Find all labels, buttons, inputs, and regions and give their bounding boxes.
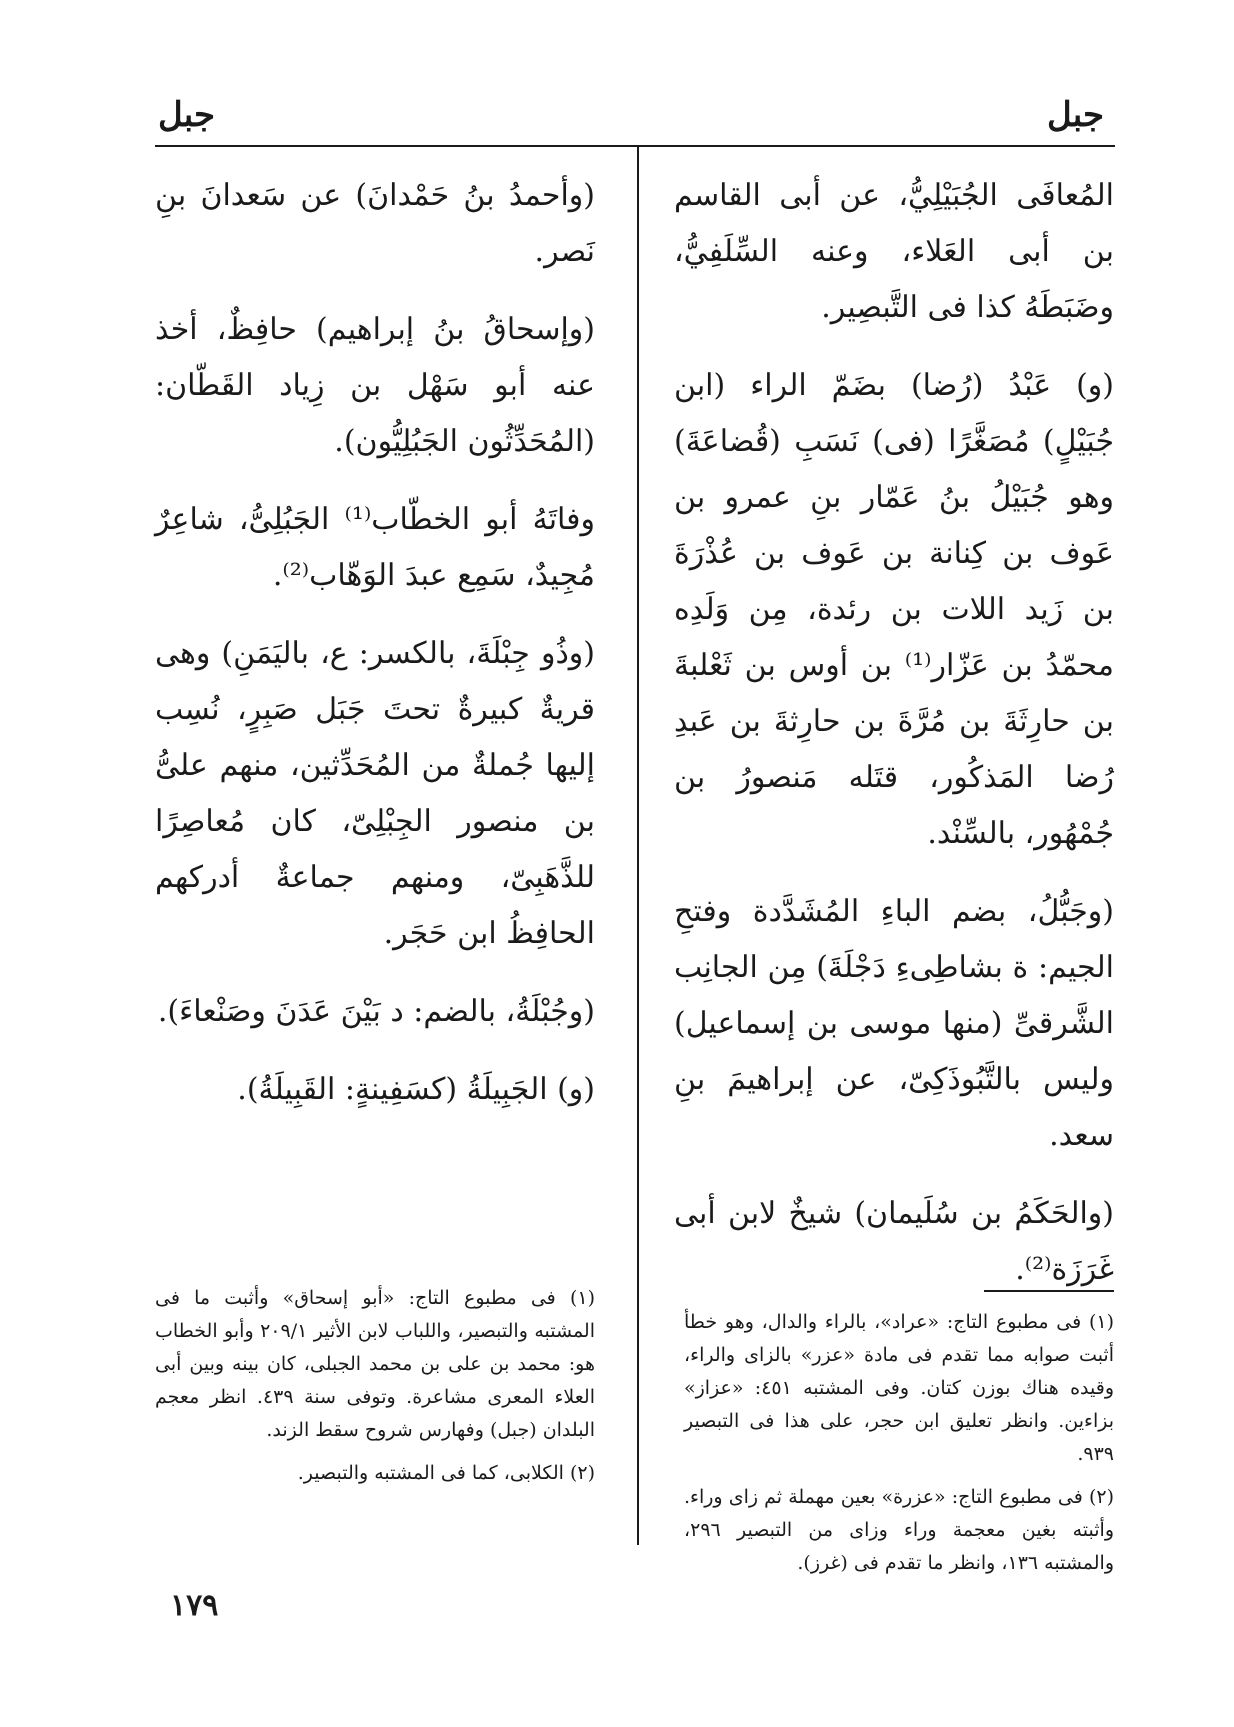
footnote: (١) فى مطبوع التاج: «عراد»، بالراء والدال، وهو خطأ أثبت صوابه مما تقدم فى مادة «عزر» بالزاى والراء، وقيده هناك بوزن كتان. وفى المشتبه ٤٥١: «عزاز» بزاءين. وانظر تعليق ابن حجر، على هذا فى التبصير ٩٣٩.: [684, 1311, 1114, 1465]
column-divider: [637, 145, 639, 1545]
page-number: ١٧٩: [170, 1588, 219, 1623]
dictionary-entry: (وأحمدُ بنُ حَمْدانَ) عن سَعدانَ بنِ نَصر.: [155, 178, 595, 269]
left-footnotes: [155, 1282, 595, 1500]
dictionary-entry: وفاتَهُ أبو الخطّاب⁽¹⁾ الجَبُلِىُّ، شاعِرٌ مُجِيدٌ، سَمِع عبدَ الوَهّاب⁽²⁾.: [155, 502, 596, 593]
dictionary-entry: (وجُبْلَةُ، بالضم: د بَيْنَ عَدَنَ وصَنْعاءَ).: [157, 994, 595, 1029]
running-head-right: جبل: [1046, 95, 1104, 135]
dictionary-entry: (و) الجَبِيلَةُ (كسَفِينةٍ: القَبِيلَةُ).: [237, 1072, 595, 1107]
header-rule: [155, 145, 1115, 147]
left-column: [155, 168, 595, 1140]
footnote-rule: [984, 1290, 1114, 1292]
dictionary-entry: (وذُو جِبْلَةَ، بالكسر: ع، باليَمَنِ) وهى قريةٌ كبيرةٌ تحتَ جَبَل صَبِرٍ، نُسِب إليها جُملةٌ من المُحَدِّثين، منهم علىُّ بن منصور الجِبْلِىّ، كان مُعاصِرًا للذَّهَبِىّ، ومنهم جماعةٌ أدركهم الحافِظُ ابن حَجَر.: [155, 636, 595, 951]
dictionary-entry: (وإسحاقُ بنُ إبراهيم) حافِظٌ، أخذ عنه أبو سَهْل بن زِياد القَطّان: (المُحَدِّثُون الجَبُلِيُّون).: [155, 312, 595, 459]
running-head-left: جبل: [158, 95, 216, 135]
footnote: (٢) فى مطبوع التاج: «عزرة» بعين مهملة ثم زاى وراء. وأثبته بغين معجمة وراء وزاى من التبصير ٢٩٦، والمشتبه ١٣٦، وانظر ما تقدم فى (غرز).: [684, 1486, 1114, 1574]
footnote: (١) فى مطبوع التاج: «أبو إسحاق» وأثبت ما فى المشتبه والتبصير، واللباب لابن الأثير ٢٠٩/١ وأبو الخطاب هو: محمد بن على بن محمد الجبلى، كان بينه وبين أبى العلاء المعرى مشاعرة. وتوفى سنة ٤٣٩. انظر معجم البلدان (جبل) وفهارس شروح سقط الزند.: [155, 1287, 596, 1441]
right-footnotes: [684, 1290, 1114, 1590]
dictionary-entry: (و) عَبْدُ (رُضا) بضَمّ الراء (ابن جُبَيْلٍ) مُصَغَّرًا (فى) نَسَبِ (قُضاعَةَ) وهو جُبَيْلُ بنُ عَمّار بنِ عمرو بن عَوف بن كِنانة بن عَوف بن عُذْرَةَ بن زَيد اللات بن رئدة، مِن وَلَدِه محمّدُ بن عَزّار⁽¹⁾ بن أوس بن ثَعْلبةَ بن حارِثَةَ بن مُرَّةَ بن حارِثةَ بن عَبدِ رُضا المَذكُور، قتَله مَنصورُ بن جُمْهُور، بالسِّنْد.: [674, 368, 1114, 851]
footnote: (٢) الكلابى، كما فى المشتبه والتبصير.: [297, 1462, 595, 1484]
dictionary-entry: (وجَبُّلُ، بضم الباءِ المُشَدَّدة وفتحِ الجيم: ة بشاطِىءِ دَجْلَةَ) مِن الجانِب الشَّرقىِّ (منها موسى بن إسماعيل) وليس بالتَّبُوذَكِىّ، عن إبراهيمَ بنِ سعد.: [674, 894, 1114, 1153]
dictionary-entry: (والحَكَمُ بن سُلَيمان) شيخٌ لابن أبى غَرَزَة⁽²⁾.: [674, 1196, 1114, 1287]
right-column: [674, 168, 1114, 1320]
dictionary-entry: المُعافَى الجُبَيْلِيُّ، عن أبى القاسم بن أبى العَلاء، وعنه السِّلَفِيُّ، وضَبَطَهُ كذا فى التَّبصِير.: [674, 178, 1114, 325]
